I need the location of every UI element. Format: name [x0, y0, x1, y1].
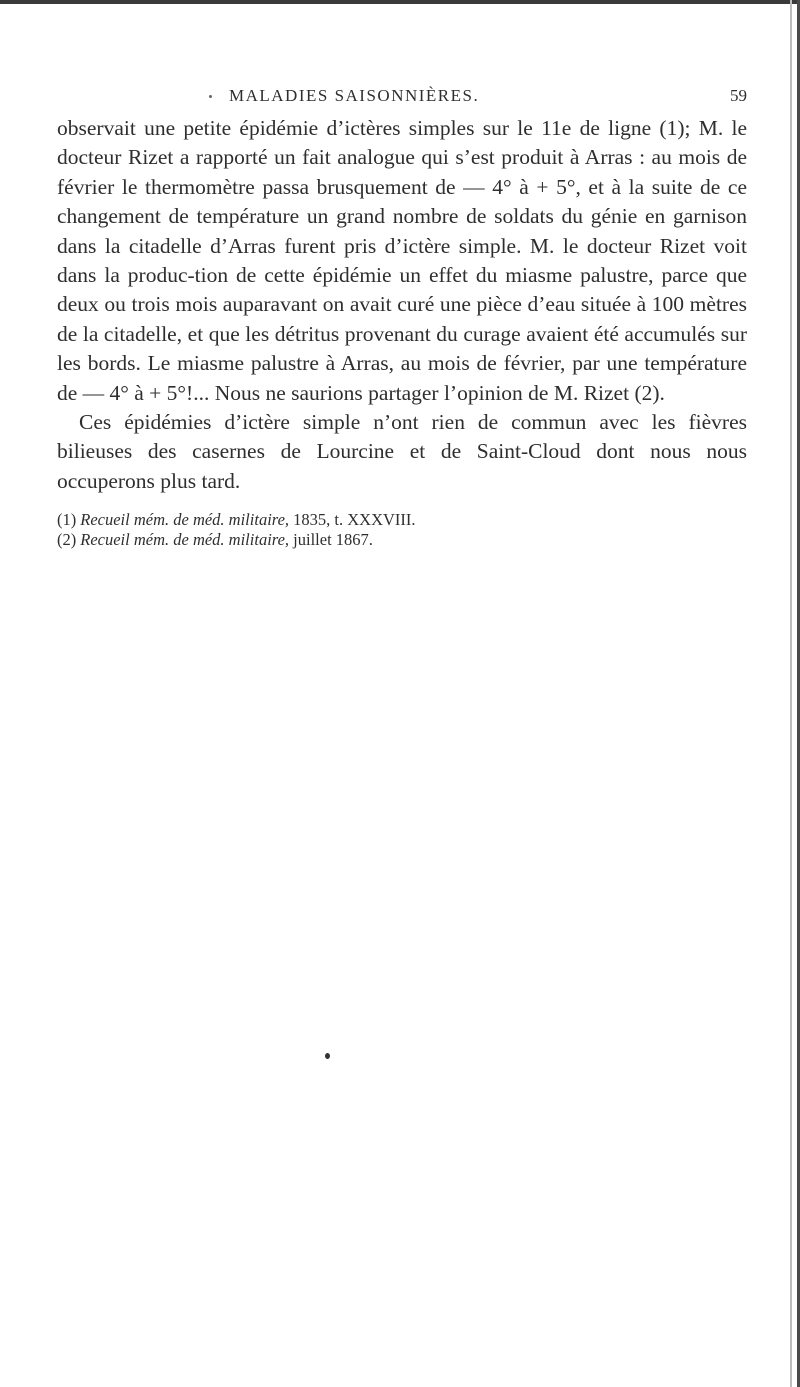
footnote-details: juillet 1867. — [293, 530, 373, 550]
scan-border-top — [0, 0, 800, 4]
footnote — [57, 530, 747, 550]
footnote-number: (2) — [57, 530, 77, 550]
scan-border-right-inner — [790, 0, 792, 1387]
footnotes — [57, 510, 747, 550]
header-dot — [209, 95, 212, 98]
running-head-title: MALADIES SAISONNIÈRES. — [229, 86, 480, 105]
paragraph: Ces épidémies d’ictère simple n’ont rien de commun avec les fièvres bilieuses des casernes de Lourcine et de Saint-Cloud dont nous nous occuperons plus tard. — [57, 410, 747, 493]
book-page — [57, 80, 747, 550]
body-text — [57, 114, 747, 496]
footnote-source: Recueil mém. de méd. militaire, — [80, 510, 290, 530]
footnote-details: 1835, t. XXXVIII. — [293, 510, 416, 530]
footnote — [57, 510, 747, 530]
paragraph-continuation: observait une petite épidémie d’ictères simples sur le 11e de ligne (1); M. le docteur Rizet a rapporté un fait analogue qui s’est produit à Arras : au mois de février le thermomètre passa brusquement de — 4° à + 5°, et à la suite de ce changement de température un grand nombre de soldats du génie en garnison dans la citadelle d’Arras furent pris d’ictère simple. M. le docteur Rizet voit dans la produc-tion de cette épidémie un effet du miasme palustre, parce que deux ou trois mois auparavant on avait curé une pièce d’eau située à 100 mètres de la citadelle, et que les détritus provenant du curage avaient été accumulés sur les bords. Le miasme palustre à Arras, au mois de février, par une température de — 4° à + 5°!... Nous ne saurions partager l’opinion de M. Rizet (2). — [57, 116, 747, 405]
ink-speck — [325, 1053, 330, 1059]
running-head — [57, 80, 747, 114]
footnote-source: Recueil mém. de méd. militaire, — [80, 530, 290, 550]
page-number: 59 — [730, 86, 747, 105]
footnote-number: (1) — [57, 510, 77, 530]
